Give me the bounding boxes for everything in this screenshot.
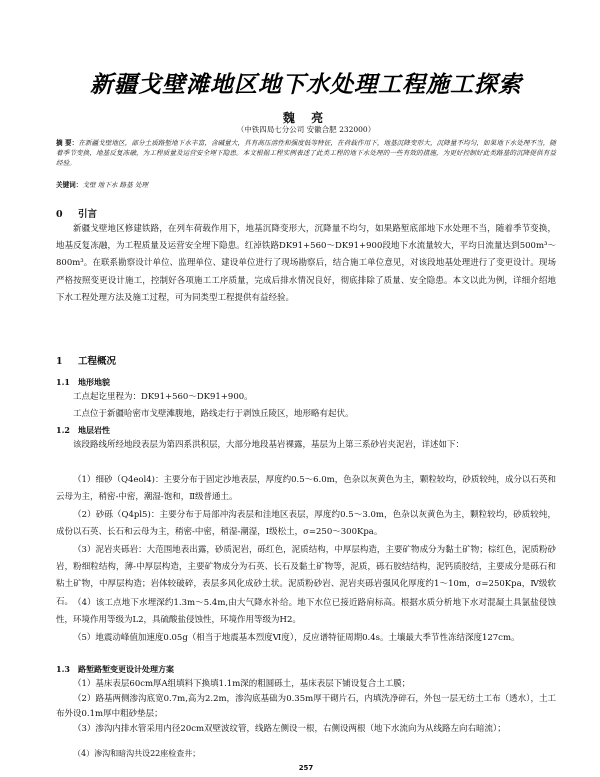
abstract xyxy=(56,138,556,168)
section-heading xyxy=(56,353,116,367)
paper-title: 新疆戈壁滩地区地下水处理工程施工探索 xyxy=(90,72,522,98)
section-title: 引言 xyxy=(78,209,98,220)
subsection-title: 地形地貌 xyxy=(78,377,110,387)
section-heading xyxy=(56,206,97,220)
list-item: （1）基床表层60cm厚A组填料下换填1.1m深的粗圆砾土，基床表层下铺设复合土工膜； xyxy=(73,679,411,689)
subsection-number: 1.1 xyxy=(56,377,70,387)
paragraph: 该段路线所经地段表层为第四系洪积层，大部分地段基岩裸露，基层为上第三系砂岩夹泥岩，详述如下： xyxy=(73,440,465,450)
list-item: （3）泥岩夹砾岩：大范围地表出露，砂质泥岩，砾红色，泥质结构，中厚层构造，主要矿物成分为黏土矿物；棕红色，泥质粉砂岩，粉细粒结构，薄-中厚层构造，主要矿物成分为石英、长石及黏土矿物等，泥质，砾石胶结结构，泥钙质胶结，主要成分是砾石和粘土矿物，中厚层构造；岩体较破碎，表层多风化成砂土状。泥质粉砂岩、泥岩夹砾岩强风化厚度约1～10m，σ=250Kpa，Ⅳ级软石。 xyxy=(56,545,556,607)
subsection-heading xyxy=(56,377,110,388)
list-item: （3）渗沟内排水管采用内径20cm双壁波纹管，线路左侧设一根，右侧设两根（地下水流向为从线路左向右暗流）； xyxy=(73,724,506,734)
list-item: （4）渗沟和暗沟共设22座检查井； xyxy=(73,749,201,758)
keywords-label: 关键词： xyxy=(56,181,83,189)
author: 魏 亮 xyxy=(282,111,330,125)
page-number: 257 xyxy=(298,764,314,772)
section-number: 1 xyxy=(56,356,63,367)
abstract-label: 摘 要： xyxy=(56,139,79,147)
subsection-heading xyxy=(56,664,174,675)
section-number: 0 xyxy=(56,209,63,220)
list-item: （2）砂砾（Q4pl5)：主要分布于局部冲沟表层和洼地区表层，厚度约0.5～3.0m，色杂以灰黄色为主，颗粒较均，砂质较纯，成份以石英、长石和云母为主，稍密-中密，稍湿-潮湿，Ⅰ级松土，σ=250～300Kpa。 xyxy=(56,510,556,538)
subsection-title: 路堑路堑变更设计处理方案 xyxy=(78,664,174,674)
affiliation: （中铁四局七分公司 安徽合肥 232000） xyxy=(236,125,376,134)
list-item: （1）细砂（Q4eol4)：主要分布于固定沙地表层，厚度约0.5～6.0m，色杂以灰黄色为主，颗粒较均，砂质较纯，成分以石英和云母为主，稍密-中密，潮湿-饱和，Ⅱ级普通土。 xyxy=(56,475,556,503)
paper-page xyxy=(56,0,556,777)
list-item: （2）路基两侧渗沟底宽0.7m,高为2.2m，渗沟底基础为0.35m厚干砌片石，内填洗净碎石，外包一层无纺土工布（透水），土工布外设0.1m厚中粗砂垫层； xyxy=(56,694,556,719)
list-item: （5）地震动峰值加速度0.05g（相当于地震基本烈度Ⅵ度），反应谱特征周期0.4s。土壤最大季节性冻结深度127cm。 xyxy=(73,633,520,643)
subsection-heading xyxy=(56,425,110,436)
subsection-title: 地层岩性 xyxy=(78,425,110,435)
subsection-number: 1.3 xyxy=(56,664,70,674)
keywords-text: 戈壁 地下水 路基 处理 xyxy=(82,181,149,189)
text-line: 工点位于新疆哈密市戈壁滩腹地，路线走行于剥蚀丘陵区，地形略有起伏。 xyxy=(73,409,354,419)
subsection-number: 1.2 xyxy=(56,425,70,435)
keywords xyxy=(56,179,556,189)
text-line: 工点起讫里程为：DK91+560～DK91+900。 xyxy=(73,392,253,402)
abstract-text: 在新疆戈壁地区，部分土质路堑地下水丰富，含碱量大，具有高压溶性和强度低等特征，在荷载作用下，地基沉降变形大，沉降量不均匀，如果地下水处理不当，随着季节变换，地基反复冻融，为工程质量及运营安全埋下隐患。本文根据工程实例表述了此类工程的地下水处理的一些有效的措施，为更好控制好此类路基的沉降提供有益经验。 xyxy=(56,139,556,167)
list-item: （4）该工点地下水埋深约1.3m～5.4m,由大气降水补给。地下水位已接近路肩标高。根据水质分析地下水对混凝土具氯盐侵蚀性，环境作用等级为L2，具硫酸盐侵蚀性，环境作用等级为H2。 xyxy=(56,598,556,626)
intro-paragraph: 新疆戈壁地区修建铁路，在列车荷载作用下，地基沉降变形大，沉降量不均匀，如果路堑底部地下水处理不当，随着季节变换，地基反复冻融，为工程质量及运营安全埋下隐患。红淖铁路DK91+560～DK91+900段地下水流量较大，平均日流量达到500m³～800m³。在联系勘察设计单位、监理单位、建设单位进行了现场勘察后，结合施工单位意见，对该段地基处理进行了变更设计。现场严格按照变更设计施工，控制好各项施工工序质量，完成后排水情况良好，彻底排除了质量、安全隐患。本文以此为例，详细介绍地下水工程处理方法及施工过程，可为同类型工程提供有益经验。 xyxy=(56,224,556,303)
section-title: 工程概况 xyxy=(78,356,117,367)
